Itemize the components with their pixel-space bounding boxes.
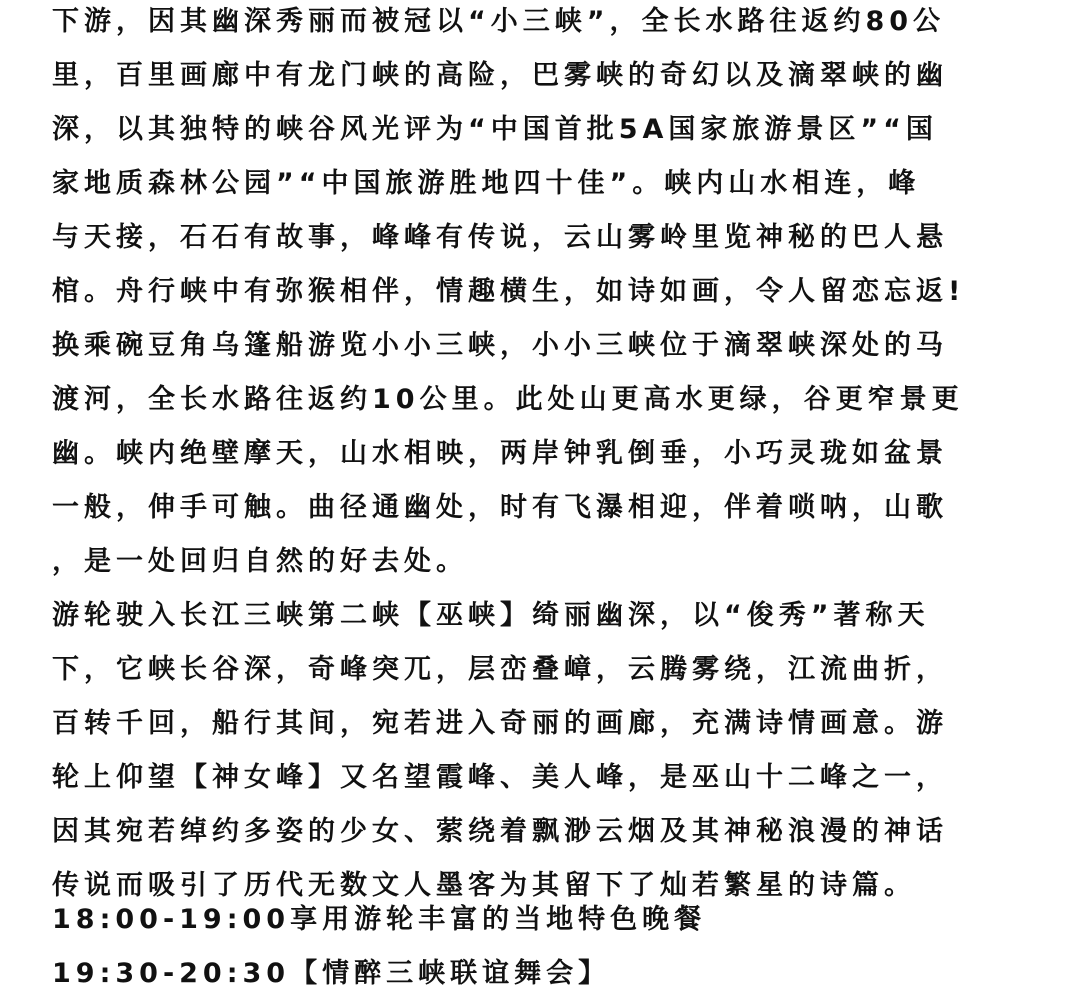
text-line: 轮上仰望【神女峰】又名望霞峰、美人峰，是巫山十二峰之一， bbox=[52, 762, 948, 793]
text-line: 一般，伸手可触。曲径通幽处，时有飞瀑相迎，伴着唢呐，山歌 bbox=[52, 492, 948, 523]
text-line: 与天接，石石有故事，峰峰有传说，云山雾岭里览神秘的巴人悬 bbox=[52, 222, 948, 253]
text-line: 传说而吸引了历代无数文人墨客为其留下了灿若繁星的诗篇。 bbox=[52, 870, 916, 901]
text-line: 家地质森林公园”“中国旅游胜地四十佳”。峡内山水相连，峰 bbox=[52, 168, 921, 199]
text-line: 渡河，全长水路往返约10公里。此处山更高水更绿，谷更窄景更 bbox=[52, 384, 964, 415]
text-line: 下，它峡长谷深，奇峰突兀，层峦叠嶂，云腾雾绕，江流曲折， bbox=[52, 654, 948, 685]
text-line: 游轮驶入长江三峡第二峡【巫峡】绮丽幽深，以“俊秀”著称天 bbox=[52, 600, 930, 631]
text-line: 因其宛若绰约多姿的少女、萦绕着飘渺云烟及其神秘浪漫的神话 bbox=[52, 816, 948, 847]
text-line: 深，以其独特的峡谷风光评为“中国首批5A国家旅游景区”“国 bbox=[52, 114, 938, 145]
schedule-dance: 19:30-20:30【情醉三峡联谊舞会】 bbox=[52, 958, 611, 989]
text-line: 百转千回，船行其间，宛若进入奇丽的画廊，充满诗情画意。游 bbox=[52, 708, 948, 739]
text-line: 棺。舟行峡中有弥猴相伴，情趣横生，如诗如画，令人留恋忘返! bbox=[52, 276, 966, 307]
text-line: 换乘碗豆角乌篷船游览小小三峡，小小三峡位于滴翠峡深处的马 bbox=[52, 330, 948, 361]
text-line: ，是一处回归自然的好去处。 bbox=[52, 546, 468, 577]
text-line: 里，百里画廊中有龙门峡的高险，巴雾峡的奇幻以及滴翠峡的幽 bbox=[52, 60, 948, 91]
text-line: 下游，因其幽深秀丽而被冠以“小三峡”，全长水路往返约80公 bbox=[52, 6, 946, 37]
schedule-dinner: 18:00-19:00享用游轮丰富的当地特色晚餐 bbox=[52, 904, 707, 935]
text-line: 幽。峡内绝壁摩天，山水相映，两岸钟乳倒垂，小巧灵珑如盆景 bbox=[52, 438, 948, 469]
